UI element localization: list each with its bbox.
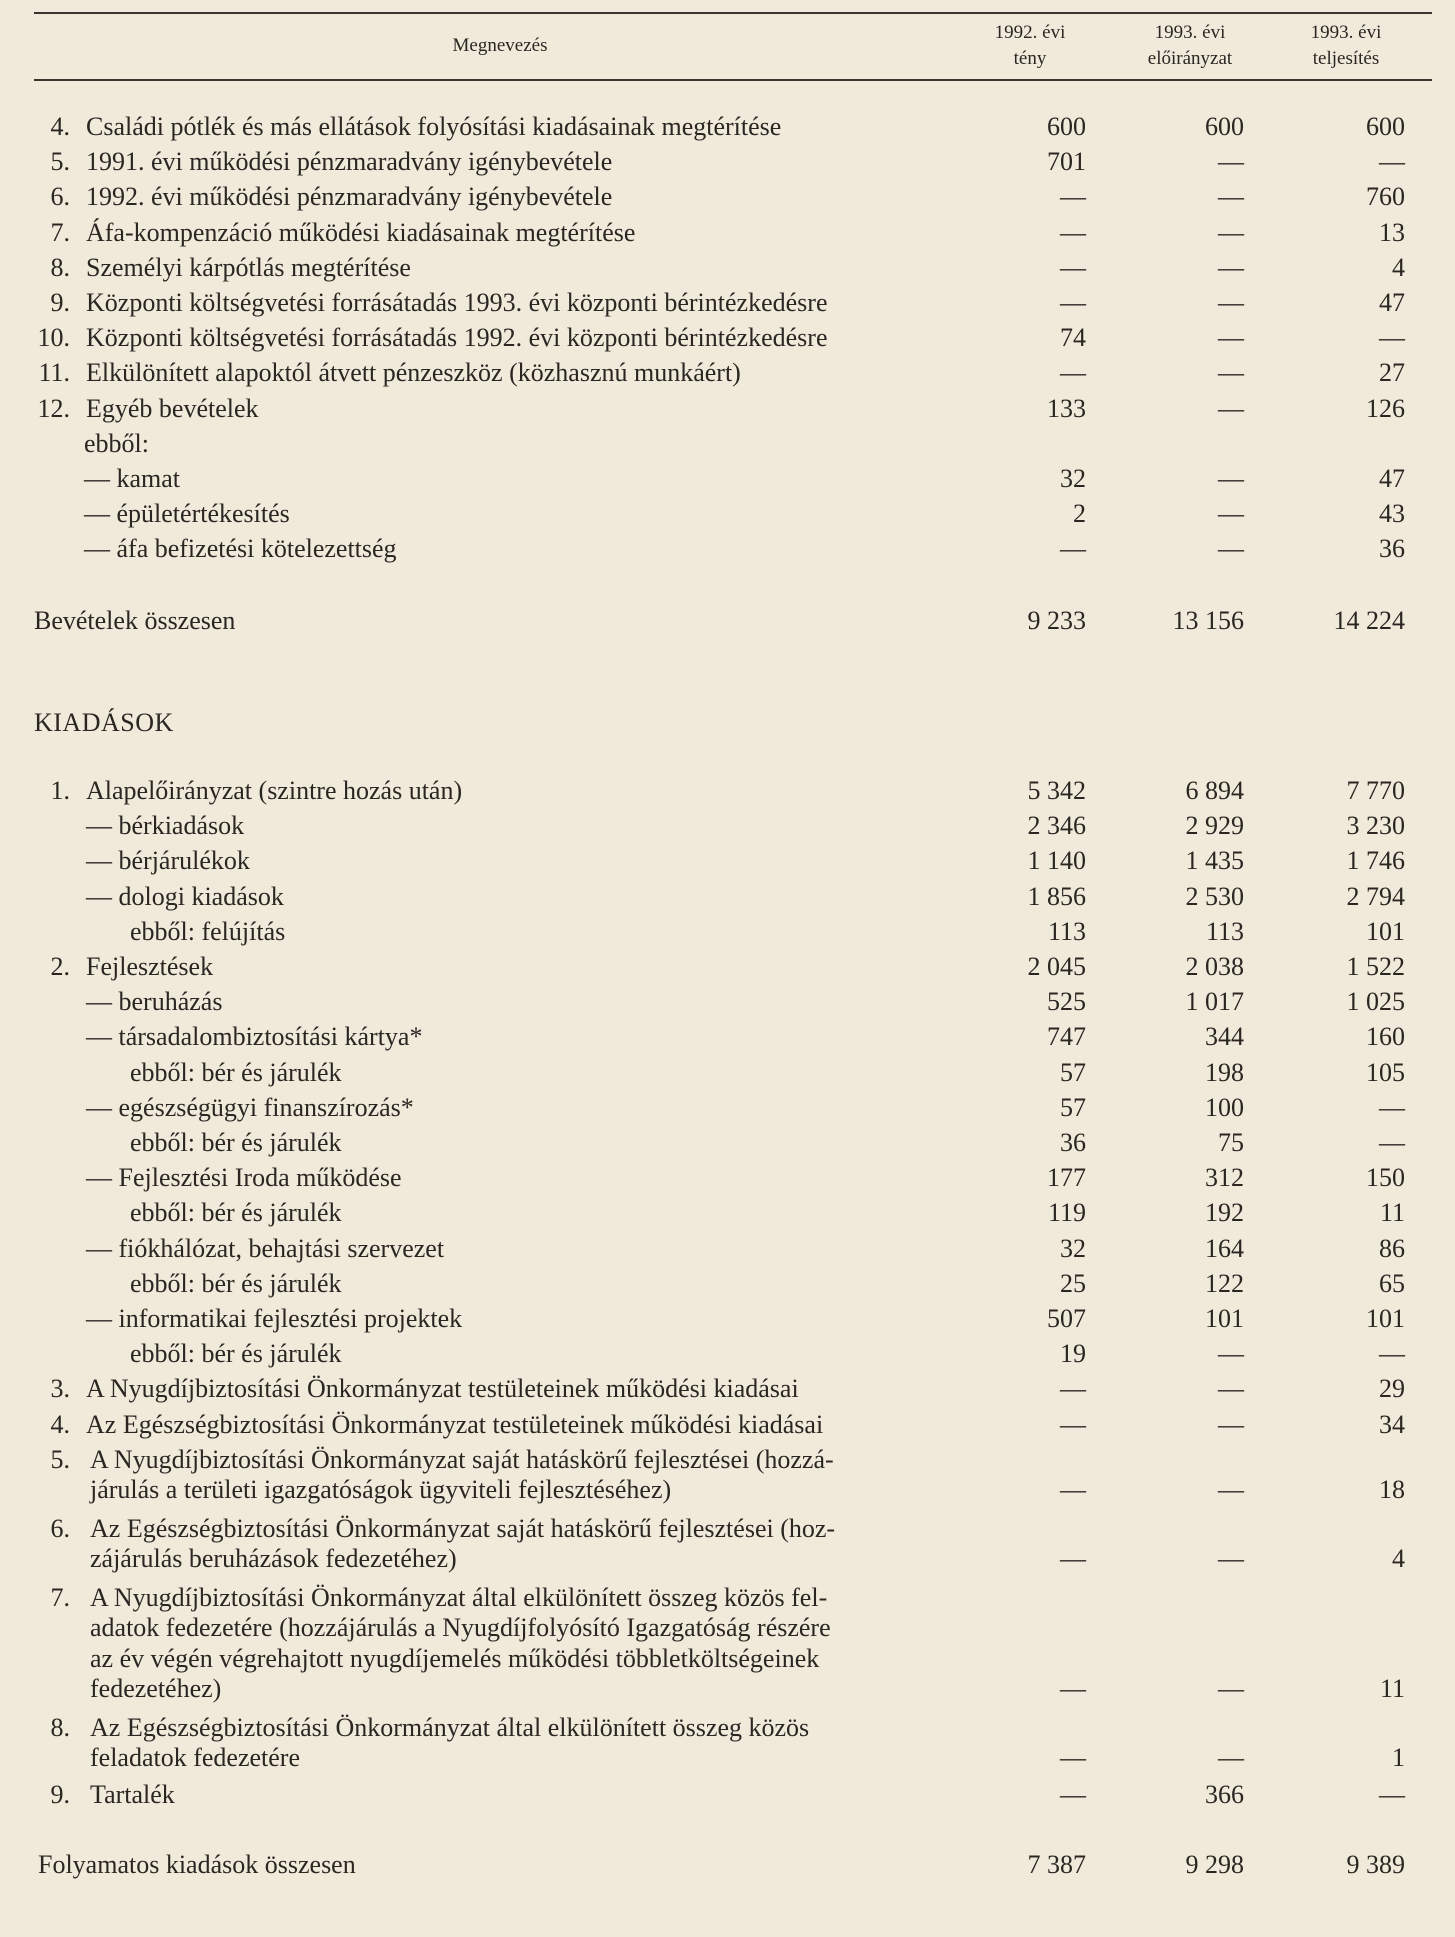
value-1993-actual: 36	[1379, 534, 1405, 564]
value-1993-actual: —	[1379, 147, 1405, 177]
col-header-name: Megnevezés	[452, 35, 548, 56]
value-1993-plan: 1 435	[1185, 846, 1244, 876]
value-1992-actual: 57	[1060, 1092, 1086, 1122]
row-label: Bevételek összesen	[34, 606, 236, 635]
row-label: 1991. évi működési pénzmaradvány igénybevétele	[86, 147, 613, 177]
value-1993-actual: 101	[1366, 1304, 1405, 1333]
row-label: Tartalék	[90, 1779, 175, 1809]
row-label: Családi pótlék és más ellátások folyósítási kiadásainak megtérítése	[86, 112, 782, 141]
value-1993-plan: 164	[1205, 1233, 1244, 1263]
value-1993-actual: 150	[1366, 1163, 1405, 1193]
row-number: 6.	[50, 1513, 70, 1543]
header-rule	[34, 79, 1432, 81]
value-1992-actual: 701	[1047, 147, 1086, 177]
row-label: ebből: bér és járulék	[130, 1339, 342, 1369]
value-1993-plan: 13 156	[1172, 606, 1244, 635]
col-header-1993-plan-line2: előirányzat	[1147, 48, 1233, 69]
row-label: — dologi kiadások	[86, 881, 284, 911]
row-label-line: zájárulás beruházások fedezetéhez)	[90, 1544, 457, 1574]
value-1993-plan: —	[1218, 534, 1244, 564]
row-label: — informatikai fejlesztési projektek	[86, 1304, 463, 1333]
value-1993-plan: —	[1218, 1674, 1244, 1704]
value-1993-plan: —	[1218, 464, 1244, 493]
value-1993-plan: —	[1218, 1475, 1244, 1505]
row-label: — bérjárulékok	[86, 846, 250, 876]
value-1993-plan: 366	[1205, 1779, 1244, 1809]
row-label: — kamat	[84, 464, 181, 493]
value-1993-actual: —	[1379, 1092, 1405, 1122]
value-1993-actual: 47	[1379, 288, 1405, 317]
row-number: 12.	[37, 393, 70, 423]
col-header-1992-actual-line2: tény	[1013, 48, 1047, 69]
value-1992-actual: 9 233	[1027, 606, 1086, 635]
value-1993-actual: 11	[1379, 1198, 1405, 1228]
value-1993-actual: 1	[1392, 1743, 1405, 1773]
value-1993-actual: 160	[1366, 1022, 1405, 1052]
row-label-line: A Nyugdíjbiztosítási Önkormányzat saját hatáskörű fejlesztései (hozzá-	[90, 1444, 834, 1474]
value-1992-actual: 133	[1047, 393, 1086, 423]
value-1993-actual: 13	[1379, 217, 1405, 247]
section-title-expenses: KIADÁSOK	[34, 708, 174, 737]
value-1992-actual: 1 140	[1027, 846, 1086, 876]
row-label: — épületértékesítés	[84, 499, 290, 529]
row-label: ebből: felújítás	[130, 916, 286, 946]
row-label-line: fedezetéhez)	[90, 1674, 222, 1704]
value-1992-actual: 1 856	[1027, 881, 1086, 911]
row-label: Fejlesztések	[86, 952, 214, 981]
value-1992-actual: —	[1060, 217, 1086, 247]
value-1993-actual: —	[1379, 1128, 1405, 1157]
row-label-line: Az Egészségbiztosítási Önkormányzat által elkülönített összeg közös	[90, 1712, 810, 1742]
value-1992-actual: 2 346	[1027, 811, 1086, 841]
row-label: Elkülönített alapoktól átvett pénzeszköz (közhasznú munkáért)	[86, 358, 741, 388]
value-1993-actual: 9 389	[1346, 1849, 1405, 1879]
value-1993-actual: 4	[1392, 1544, 1405, 1574]
col-header-1993-plan-line1: 1993. évi	[1154, 22, 1226, 43]
value-1992-actual: —	[1060, 1374, 1086, 1404]
col-header-1992-actual	[960, 20, 1100, 72]
col-header-1993-actual-line2: teljesítés	[1312, 48, 1380, 69]
value-1993-plan: —	[1218, 217, 1244, 247]
row-label: Személyi kárpótlás megtérítése	[86, 252, 411, 282]
row-number: 10.	[37, 323, 70, 353]
value-1993-actual: 47	[1379, 464, 1405, 493]
row-label: Központi költségvetési forrásátadás 1993. évi központi bérintézkedésre	[86, 288, 828, 317]
value-1993-actual: 27	[1379, 358, 1405, 388]
value-1993-plan: 1 017	[1185, 987, 1244, 1017]
value-1993-plan: 9 298	[1185, 1849, 1244, 1879]
row-number: 8.	[50, 1712, 70, 1742]
value-1993-plan: —	[1218, 358, 1244, 388]
value-1993-actual: 1 025	[1346, 987, 1405, 1017]
top-rule	[34, 12, 1432, 14]
value-1992-actual: 36	[1060, 1128, 1086, 1157]
value-1992-actual: 2	[1073, 499, 1086, 529]
value-1992-actual: —	[1060, 358, 1086, 388]
col-header-1993-actual	[1276, 20, 1416, 72]
value-1993-actual: 1 746	[1346, 846, 1405, 876]
value-1993-plan: 75	[1218, 1128, 1244, 1157]
value-1993-plan: —	[1218, 147, 1244, 177]
value-1993-plan: —	[1218, 1743, 1244, 1773]
value-1993-actual: 86	[1379, 1233, 1405, 1263]
value-1993-actual: 14 224	[1333, 606, 1405, 635]
value-1992-actual: —	[1060, 1674, 1086, 1704]
value-1993-plan: 113	[1205, 916, 1244, 946]
value-1993-plan: —	[1218, 288, 1244, 317]
value-1992-actual: 177	[1047, 1163, 1086, 1193]
value-1993-actual: 600	[1366, 112, 1405, 141]
value-1992-actual: —	[1060, 252, 1086, 282]
value-1993-plan: 6 894	[1185, 776, 1244, 805]
value-1992-actual: —	[1060, 1743, 1086, 1773]
value-1992-actual: 525	[1047, 987, 1086, 1017]
col-header-1993-actual-line1: 1993. évi	[1310, 22, 1382, 43]
row-label: A Nyugdíjbiztosítási Önkormányzat testületeinek működési kiadásai	[86, 1374, 799, 1404]
value-1992-actual: 600	[1047, 112, 1086, 141]
value-1992-actual: —	[1060, 182, 1086, 212]
row-label-line: Az Egészségbiztosítási Önkormányzat saját hatáskörű fejlesztései (hoz-	[90, 1513, 836, 1543]
row-label: — társadalombiztosítási kártya*	[86, 1022, 423, 1052]
row-number: 11.	[38, 358, 70, 388]
value-1992-actual: —	[1060, 1779, 1086, 1809]
row-label: — beruházás	[86, 987, 223, 1017]
value-1993-actual: 4	[1392, 252, 1405, 282]
value-1993-actual: 7 770	[1346, 776, 1405, 805]
row-number: 5.	[50, 147, 70, 177]
row-number: 4.	[50, 1409, 70, 1439]
value-1992-actual: 19	[1060, 1339, 1086, 1369]
row-label: — fiókhálózat, behajtási szervezet	[86, 1233, 445, 1263]
row-number: 6.	[50, 182, 70, 212]
row-label-line: járulás a területi igazgatóságok ügyviteli fejlesztéséhez)	[90, 1475, 672, 1505]
row-label: ebből: bér és járulék	[130, 1268, 342, 1298]
row-label: Központi költségvetési forrásátadás 1992. évi központi bérintézkedésre	[86, 323, 828, 353]
value-1992-actual: 5 342	[1027, 776, 1086, 805]
value-1992-actual: —	[1060, 288, 1086, 317]
value-1993-actual: 3 230	[1346, 811, 1405, 841]
row-label: — egészségügyi finanszírozás*	[86, 1092, 414, 1122]
row-label: Egyéb bevételek	[86, 393, 259, 423]
value-1993-plan: 2 038	[1185, 952, 1244, 981]
value-1993-actual: 65	[1379, 1268, 1405, 1298]
value-1993-actual: 126	[1366, 393, 1405, 423]
row-label: Az Egészségbiztosítási Önkormányzat testületeinek működési kiadásai	[86, 1409, 824, 1439]
value-1993-actual: 101	[1366, 916, 1405, 946]
value-1993-actual: —	[1379, 1779, 1405, 1809]
row-label: Folyamatos kiadások összesen	[38, 1849, 356, 1879]
row-label: ebből: bér és járulék	[130, 1198, 342, 1228]
value-1992-actual: 74	[1060, 323, 1086, 353]
row-number: 4.	[50, 112, 70, 141]
value-1993-plan: 192	[1205, 1198, 1244, 1228]
value-1993-plan: 198	[1205, 1057, 1244, 1087]
value-1992-actual: 25	[1060, 1268, 1086, 1298]
row-number: 2.	[50, 952, 70, 981]
value-1993-plan: —	[1218, 499, 1244, 529]
value-1992-actual: 119	[1047, 1198, 1086, 1228]
row-number: 9.	[50, 288, 70, 317]
value-1993-actual: 1 522	[1346, 952, 1405, 981]
value-1993-actual: 2 794	[1346, 881, 1405, 911]
value-1993-actual: 34	[1379, 1409, 1405, 1439]
value-1993-plan: —	[1218, 323, 1244, 353]
row-label: Áfa-kompenzáció működési kiadásainak megtérítése	[86, 217, 636, 247]
value-1992-actual: —	[1060, 1475, 1086, 1505]
row-label: — bérkiadások	[86, 811, 245, 841]
row-number: 7.	[50, 217, 70, 247]
row-label-line: feladatok fedezetére	[90, 1743, 301, 1773]
value-1992-actual: 507	[1047, 1304, 1086, 1333]
value-1992-actual: 32	[1060, 1233, 1086, 1263]
row-label: — áfa befizetési kötelezettség	[84, 534, 397, 564]
value-1993-plan: —	[1218, 252, 1244, 282]
row-label-line: az év végén végrehajtott nyugdíjemelés működési többletköltségeinek	[90, 1643, 820, 1673]
row-number: 3.	[50, 1374, 70, 1404]
value-1993-plan: 100	[1205, 1092, 1244, 1122]
value-1993-plan: —	[1218, 1339, 1244, 1369]
value-1992-actual: —	[1060, 1409, 1086, 1439]
col-header-1993-plan	[1120, 20, 1260, 72]
value-1993-plan: —	[1218, 1374, 1244, 1404]
value-1992-actual: 2 045	[1027, 952, 1086, 981]
value-1992-actual: 57	[1060, 1057, 1086, 1087]
value-1992-actual: 747	[1047, 1022, 1086, 1052]
value-1993-plan: —	[1218, 393, 1244, 423]
value-1993-plan: —	[1218, 182, 1244, 212]
value-1992-actual: 113	[1047, 916, 1086, 946]
value-1992-actual: 32	[1060, 464, 1086, 493]
row-label: — Fejlesztési Iroda működése	[86, 1163, 402, 1193]
value-1993-actual: —	[1379, 1339, 1405, 1369]
value-1993-actual: 11	[1379, 1674, 1405, 1704]
row-label-line: adatok fedezetére (hozzájárulás a Nyugdíjfolyósító Igazgatóság részére	[90, 1613, 831, 1643]
value-1993-actual: 43	[1379, 499, 1405, 529]
value-1993-actual: —	[1379, 323, 1405, 353]
row-number: 7.	[50, 1582, 70, 1612]
row-label: Alapelőirányzat (szintre hozás után)	[86, 776, 463, 805]
value-1993-actual: 105	[1366, 1057, 1405, 1087]
row-number: 8.	[50, 252, 70, 282]
value-1993-plan: 312	[1205, 1163, 1244, 1193]
row-label: 1992. évi működési pénzmaradvány igénybevétele	[86, 182, 613, 212]
value-1993-actual: 29	[1379, 1374, 1405, 1404]
value-1993-plan: 122	[1205, 1268, 1244, 1298]
row-label: ebből: bér és járulék	[130, 1057, 342, 1087]
value-1993-plan: 2 530	[1185, 881, 1244, 911]
row-label: ebből: bér és járulék	[130, 1128, 342, 1157]
value-1993-plan: —	[1218, 1409, 1244, 1439]
value-1993-actual: 760	[1366, 182, 1405, 212]
row-label-line: A Nyugdíjbiztosítási Önkormányzat által elkülönített összeg közös fel-	[90, 1582, 828, 1612]
value-1992-actual: —	[1060, 1544, 1086, 1574]
value-1993-plan: 101	[1205, 1304, 1244, 1333]
value-1993-plan: 2 929	[1185, 811, 1244, 841]
col-header-1992-actual-line1: 1992. évi	[994, 22, 1066, 43]
row-label: ebből:	[84, 428, 149, 458]
value-1992-actual: 7 387	[1027, 1849, 1086, 1879]
value-1993-actual: 18	[1379, 1475, 1405, 1505]
row-number: 9.	[50, 1779, 70, 1809]
row-number: 5.	[50, 1444, 70, 1474]
value-1993-plan: —	[1218, 1544, 1244, 1574]
row-number: 1.	[50, 776, 70, 805]
value-1992-actual: —	[1060, 534, 1086, 564]
value-1993-plan: 600	[1205, 112, 1244, 141]
value-1993-plan: 344	[1205, 1022, 1244, 1052]
